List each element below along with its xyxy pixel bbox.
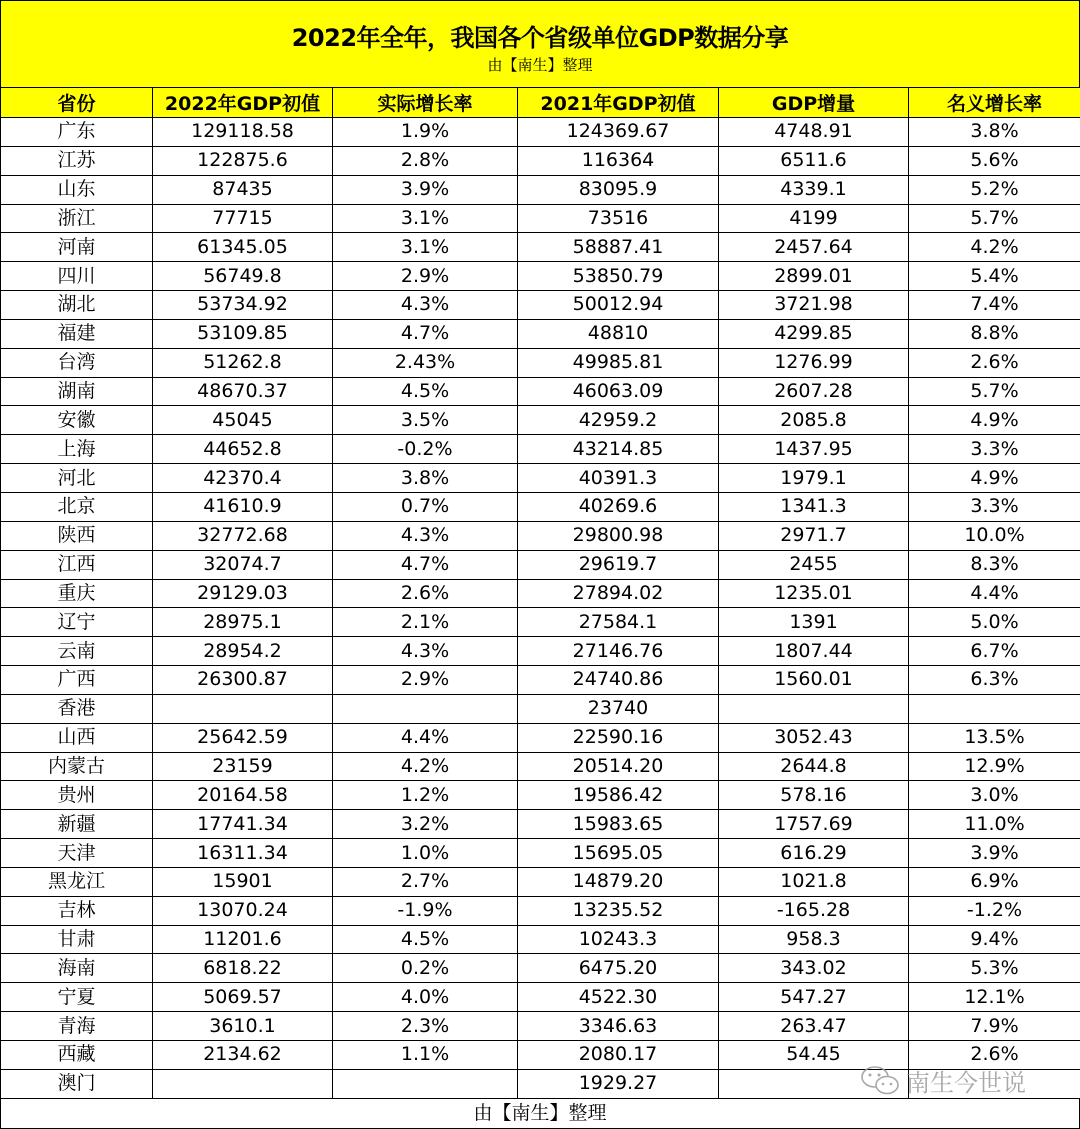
table-row bbox=[1, 204, 1080, 233]
cell-gdp-2021: 2080.17 bbox=[518, 1041, 719, 1070]
cell-nominal-growth: 12.1% bbox=[909, 983, 1080, 1012]
cell-gdp-2021: 27894.02 bbox=[518, 579, 719, 608]
cell-gdp-increase: 54.45 bbox=[719, 1041, 909, 1070]
cell-nominal-growth: 6.7% bbox=[909, 637, 1080, 666]
watermark bbox=[860, 1063, 1026, 1098]
cell-gdp-2021: 14879.20 bbox=[518, 867, 719, 896]
cell-gdp-2021: 40269.6 bbox=[518, 492, 719, 521]
watermark-text: 南生今世说 bbox=[906, 1069, 1026, 1097]
cell-gdp-2021: 58887.41 bbox=[518, 233, 719, 262]
table-row bbox=[1, 291, 1080, 320]
cell-gdp-2022: 41610.9 bbox=[153, 492, 333, 521]
cell-gdp-increase: 1276.99 bbox=[719, 348, 909, 377]
cell-province: 江西 bbox=[1, 550, 153, 579]
cell-real-growth: 2.3% bbox=[333, 1012, 518, 1041]
cell-real-growth: 4.5% bbox=[333, 925, 518, 954]
gdp-table bbox=[0, 87, 1080, 1099]
cell-real-growth bbox=[333, 694, 518, 723]
cell-nominal-growth: 4.4% bbox=[909, 579, 1080, 608]
cell-gdp-increase: 578.16 bbox=[719, 781, 909, 810]
cell-province: 澳门 bbox=[1, 1069, 153, 1098]
cell-gdp-increase: 2457.64 bbox=[719, 233, 909, 262]
cell-real-growth: 3.5% bbox=[333, 406, 518, 435]
cell-real-growth: 2.1% bbox=[333, 608, 518, 637]
cell-gdp-increase: 6511.6 bbox=[719, 146, 909, 175]
cell-province: 广东 bbox=[1, 118, 153, 147]
cell-gdp-2021: 46063.09 bbox=[518, 377, 719, 406]
page-subtitle: 由【南生】整理 bbox=[487, 56, 593, 74]
table-row bbox=[1, 464, 1080, 493]
cell-province: 甘肃 bbox=[1, 925, 153, 954]
cell-nominal-growth: 10.0% bbox=[909, 521, 1080, 550]
cell-gdp-2022: 28954.2 bbox=[153, 637, 333, 666]
cell-real-growth: 0.7% bbox=[333, 492, 518, 521]
table-row bbox=[1, 810, 1080, 839]
cell-gdp-2021: 83095.9 bbox=[518, 175, 719, 204]
cell-real-growth: 4.3% bbox=[333, 291, 518, 320]
cell-gdp-increase: 4199 bbox=[719, 204, 909, 233]
cell-province: 新疆 bbox=[1, 810, 153, 839]
cell-province: 天津 bbox=[1, 839, 153, 868]
cell-gdp-2021: 4522.30 bbox=[518, 983, 719, 1012]
cell-gdp-2022: 53734.92 bbox=[153, 291, 333, 320]
cell-province: 湖北 bbox=[1, 291, 153, 320]
cell-province: 河南 bbox=[1, 233, 153, 262]
cell-province: 吉林 bbox=[1, 896, 153, 925]
cell-real-growth: 1.9% bbox=[333, 118, 518, 147]
cell-real-growth: 4.4% bbox=[333, 723, 518, 752]
cell-gdp-2022: 2134.62 bbox=[153, 1041, 333, 1070]
cell-real-growth: 2.6% bbox=[333, 579, 518, 608]
cell-gdp-2021: 73516 bbox=[518, 204, 719, 233]
cell-gdp-2022: 56749.8 bbox=[153, 262, 333, 291]
column-header-gdp-2022: 2022年GDP初值 bbox=[153, 88, 333, 118]
cell-real-growth: 2.9% bbox=[333, 262, 518, 291]
cell-gdp-increase: 343.02 bbox=[719, 954, 909, 983]
cell-gdp-2022: 6818.22 bbox=[153, 954, 333, 983]
cell-nominal-growth: 5.6% bbox=[909, 146, 1080, 175]
cell-gdp-2021: 29619.7 bbox=[518, 550, 719, 579]
cell-real-growth: 4.2% bbox=[333, 752, 518, 781]
cell-gdp-increase bbox=[719, 694, 909, 723]
cell-gdp-increase: 2971.7 bbox=[719, 521, 909, 550]
cell-gdp-increase: 1341.3 bbox=[719, 492, 909, 521]
cell-gdp-2022: 26300.87 bbox=[153, 666, 333, 695]
cell-gdp-2022: 45045 bbox=[153, 406, 333, 435]
cell-gdp-increase: 2455 bbox=[719, 550, 909, 579]
table-row bbox=[1, 262, 1080, 291]
cell-gdp-2022: 129118.58 bbox=[153, 118, 333, 147]
cell-real-growth: 1.2% bbox=[333, 781, 518, 810]
cell-province: 江苏 bbox=[1, 146, 153, 175]
cell-gdp-2021: 24740.86 bbox=[518, 666, 719, 695]
cell-gdp-2022: 16311.34 bbox=[153, 839, 333, 868]
cell-nominal-growth: 3.3% bbox=[909, 492, 1080, 521]
table-header-row bbox=[1, 88, 1080, 118]
cell-gdp-2021: 15983.65 bbox=[518, 810, 719, 839]
cell-real-growth: 3.8% bbox=[333, 464, 518, 493]
cell-province: 上海 bbox=[1, 435, 153, 464]
cell-real-growth: 4.5% bbox=[333, 377, 518, 406]
cell-gdp-2022: 13070.24 bbox=[153, 896, 333, 925]
cell-nominal-growth: 8.3% bbox=[909, 550, 1080, 579]
cell-nominal-growth: 8.8% bbox=[909, 319, 1080, 348]
cell-nominal-growth: 3.0% bbox=[909, 781, 1080, 810]
page-title: 2022年全年，我国各个省级单位GDP数据分享 bbox=[291, 24, 789, 52]
cell-gdp-2021: 48810 bbox=[518, 319, 719, 348]
cell-gdp-2021: 3346.63 bbox=[518, 1012, 719, 1041]
cell-province: 山西 bbox=[1, 723, 153, 752]
cell-gdp-2022: 51262.8 bbox=[153, 348, 333, 377]
cell-real-growth: 3.1% bbox=[333, 204, 518, 233]
table-row bbox=[1, 867, 1080, 896]
table-row bbox=[1, 521, 1080, 550]
cell-gdp-2021: 124369.67 bbox=[518, 118, 719, 147]
cell-gdp-2022: 42370.4 bbox=[153, 464, 333, 493]
cell-gdp-increase: 4339.1 bbox=[719, 175, 909, 204]
cell-gdp-2022: 32074.7 bbox=[153, 550, 333, 579]
cell-province: 福建 bbox=[1, 319, 153, 348]
cell-nominal-growth: 6.9% bbox=[909, 867, 1080, 896]
cell-gdp-increase: 3721.98 bbox=[719, 291, 909, 320]
cell-gdp-2021: 1929.27 bbox=[518, 1069, 719, 1098]
cell-gdp-increase: 547.27 bbox=[719, 983, 909, 1012]
cell-province: 重庆 bbox=[1, 579, 153, 608]
cell-gdp-2022: 17741.34 bbox=[153, 810, 333, 839]
cell-gdp-2021: 6475.20 bbox=[518, 954, 719, 983]
cell-province: 湖南 bbox=[1, 377, 153, 406]
cell-nominal-growth: 2.6% bbox=[909, 1041, 1080, 1070]
cell-gdp-2022: 28975.1 bbox=[153, 608, 333, 637]
cell-nominal-growth: 4.9% bbox=[909, 406, 1080, 435]
cell-gdp-2022: 48670.37 bbox=[153, 377, 333, 406]
column-header-province: 省份 bbox=[1, 88, 153, 118]
cell-gdp-increase: 1391 bbox=[719, 608, 909, 637]
cell-province: 宁夏 bbox=[1, 983, 153, 1012]
cell-nominal-growth: 5.7% bbox=[909, 377, 1080, 406]
cell-gdp-increase: 1979.1 bbox=[719, 464, 909, 493]
cell-province: 香港 bbox=[1, 694, 153, 723]
cell-gdp-2021: 116364 bbox=[518, 146, 719, 175]
cell-province: 贵州 bbox=[1, 781, 153, 810]
table-row bbox=[1, 492, 1080, 521]
table-row bbox=[1, 781, 1080, 810]
cell-gdp-2022: 61345.05 bbox=[153, 233, 333, 262]
cell-gdp-increase: 2899.01 bbox=[719, 262, 909, 291]
cell-province: 青海 bbox=[1, 1012, 153, 1041]
column-header-nominal-growth: 名义增长率 bbox=[909, 88, 1080, 118]
column-header-gdp-2021: 2021年GDP初值 bbox=[518, 88, 719, 118]
table-row bbox=[1, 118, 1080, 147]
table-row bbox=[1, 550, 1080, 579]
cell-gdp-2021: 40391.3 bbox=[518, 464, 719, 493]
cell-gdp-increase: 4748.91 bbox=[719, 118, 909, 147]
cell-gdp-increase: 1560.01 bbox=[719, 666, 909, 695]
cell-province: 浙江 bbox=[1, 204, 153, 233]
table-row bbox=[1, 579, 1080, 608]
cell-gdp-2021: 49985.81 bbox=[518, 348, 719, 377]
cell-nominal-growth: 5.3% bbox=[909, 954, 1080, 983]
cell-gdp-2022: 44652.8 bbox=[153, 435, 333, 464]
table-footer: 由【南生】整理 bbox=[0, 1099, 1080, 1129]
table-row bbox=[1, 175, 1080, 204]
cell-gdp-2021: 22590.16 bbox=[518, 723, 719, 752]
cell-province: 内蒙古 bbox=[1, 752, 153, 781]
cell-gdp-2021: 53850.79 bbox=[518, 262, 719, 291]
cell-gdp-increase: 1807.44 bbox=[719, 637, 909, 666]
cell-gdp-2022: 29129.03 bbox=[153, 579, 333, 608]
table-row bbox=[1, 954, 1080, 983]
cell-gdp-2022: 32772.68 bbox=[153, 521, 333, 550]
table-row bbox=[1, 146, 1080, 175]
table-row bbox=[1, 406, 1080, 435]
cell-real-growth: 2.7% bbox=[333, 867, 518, 896]
cell-gdp-2022 bbox=[153, 1069, 333, 1098]
cell-real-growth bbox=[333, 1069, 518, 1098]
cell-province: 台湾 bbox=[1, 348, 153, 377]
cell-nominal-growth: 9.4% bbox=[909, 925, 1080, 954]
cell-real-growth: 1.1% bbox=[333, 1041, 518, 1070]
cell-real-growth: 4.7% bbox=[333, 550, 518, 579]
cell-province: 云南 bbox=[1, 637, 153, 666]
table-row bbox=[1, 435, 1080, 464]
cell-nominal-growth: 7.9% bbox=[909, 1012, 1080, 1041]
cell-gdp-increase: 2644.8 bbox=[719, 752, 909, 781]
cell-gdp-2022: 87435 bbox=[153, 175, 333, 204]
cell-province: 西藏 bbox=[1, 1041, 153, 1070]
table-row bbox=[1, 608, 1080, 637]
table-row bbox=[1, 694, 1080, 723]
table-row bbox=[1, 752, 1080, 781]
cell-gdp-2022: 15901 bbox=[153, 867, 333, 896]
cell-province: 山东 bbox=[1, 175, 153, 204]
wechat-icon bbox=[860, 1064, 902, 1098]
cell-nominal-growth: -1.2% bbox=[909, 896, 1080, 925]
title-banner bbox=[0, 0, 1080, 87]
cell-gdp-2021: 27146.76 bbox=[518, 637, 719, 666]
cell-real-growth: -1.9% bbox=[333, 896, 518, 925]
cell-gdp-2021: 23740 bbox=[518, 694, 719, 723]
cell-real-growth: -0.2% bbox=[333, 435, 518, 464]
cell-province: 黑龙江 bbox=[1, 867, 153, 896]
cell-nominal-growth: 5.0% bbox=[909, 608, 1080, 637]
cell-gdp-increase: 616.29 bbox=[719, 839, 909, 868]
cell-province: 四川 bbox=[1, 262, 153, 291]
cell-gdp-2022: 122875.6 bbox=[153, 146, 333, 175]
cell-province: 北京 bbox=[1, 492, 153, 521]
cell-nominal-growth: 2.6% bbox=[909, 348, 1080, 377]
cell-real-growth: 1.0% bbox=[333, 839, 518, 868]
cell-nominal-growth: 3.9% bbox=[909, 839, 1080, 868]
cell-gdp-increase: 1437.95 bbox=[719, 435, 909, 464]
cell-province: 河北 bbox=[1, 464, 153, 493]
cell-nominal-growth: 5.4% bbox=[909, 262, 1080, 291]
cell-gdp-2021: 29800.98 bbox=[518, 521, 719, 550]
table-row bbox=[1, 377, 1080, 406]
table-row bbox=[1, 839, 1080, 868]
cell-province: 安徽 bbox=[1, 406, 153, 435]
cell-gdp-2021: 10243.3 bbox=[518, 925, 719, 954]
cell-gdp-increase: 1757.69 bbox=[719, 810, 909, 839]
cell-province: 辽宁 bbox=[1, 608, 153, 637]
cell-real-growth: 3.9% bbox=[333, 175, 518, 204]
cell-gdp-2021: 19586.42 bbox=[518, 781, 719, 810]
cell-real-growth: 3.2% bbox=[333, 810, 518, 839]
table-row bbox=[1, 637, 1080, 666]
cell-province: 陕西 bbox=[1, 521, 153, 550]
cell-gdp-increase: 2607.28 bbox=[719, 377, 909, 406]
cell-nominal-growth: 6.3% bbox=[909, 666, 1080, 695]
cell-nominal-growth bbox=[909, 694, 1080, 723]
cell-gdp-increase: 1021.8 bbox=[719, 867, 909, 896]
cell-real-growth: 2.43% bbox=[333, 348, 518, 377]
cell-gdp-2021: 13235.52 bbox=[518, 896, 719, 925]
cell-real-growth: 4.3% bbox=[333, 637, 518, 666]
cell-gdp-increase: 3052.43 bbox=[719, 723, 909, 752]
cell-real-growth: 3.1% bbox=[333, 233, 518, 262]
table-row bbox=[1, 233, 1080, 262]
cell-gdp-2021: 42959.2 bbox=[518, 406, 719, 435]
cell-gdp-2022: 23159 bbox=[153, 752, 333, 781]
cell-gdp-2022: 5069.57 bbox=[153, 983, 333, 1012]
cell-nominal-growth: 12.9% bbox=[909, 752, 1080, 781]
cell-real-growth: 2.9% bbox=[333, 666, 518, 695]
cell-gdp-2022: 11201.6 bbox=[153, 925, 333, 954]
column-header-gdp-increase: GDP增量 bbox=[719, 88, 909, 118]
cell-gdp-increase: 2085.8 bbox=[719, 406, 909, 435]
cell-nominal-growth: 4.2% bbox=[909, 233, 1080, 262]
cell-real-growth: 0.2% bbox=[333, 954, 518, 983]
cell-gdp-2022 bbox=[153, 694, 333, 723]
cell-province: 海南 bbox=[1, 954, 153, 983]
table-row bbox=[1, 1012, 1080, 1041]
cell-gdp-2022: 3610.1 bbox=[153, 1012, 333, 1041]
cell-gdp-increase: 958.3 bbox=[719, 925, 909, 954]
cell-real-growth: 4.7% bbox=[333, 319, 518, 348]
cell-gdp-increase: 263.47 bbox=[719, 1012, 909, 1041]
cell-gdp-2021: 20514.20 bbox=[518, 752, 719, 781]
cell-gdp-2021: 50012.94 bbox=[518, 291, 719, 320]
table-row bbox=[1, 983, 1080, 1012]
cell-nominal-growth: 5.2% bbox=[909, 175, 1080, 204]
cell-gdp-2022: 77715 bbox=[153, 204, 333, 233]
cell-gdp-2021: 43214.85 bbox=[518, 435, 719, 464]
cell-gdp-increase: 4299.85 bbox=[719, 319, 909, 348]
table-row bbox=[1, 723, 1080, 752]
cell-nominal-growth: 13.5% bbox=[909, 723, 1080, 752]
table-row bbox=[1, 666, 1080, 695]
cell-nominal-growth: 5.7% bbox=[909, 204, 1080, 233]
cell-real-growth: 4.0% bbox=[333, 983, 518, 1012]
cell-nominal-growth: 3.8% bbox=[909, 118, 1080, 147]
cell-gdp-2022: 20164.58 bbox=[153, 781, 333, 810]
table-row bbox=[1, 896, 1080, 925]
table-body bbox=[1, 118, 1080, 1099]
cell-real-growth: 2.8% bbox=[333, 146, 518, 175]
cell-nominal-growth: 11.0% bbox=[909, 810, 1080, 839]
column-header-real-growth: 实际增长率 bbox=[333, 88, 518, 118]
table-row bbox=[1, 925, 1080, 954]
cell-gdp-increase: -165.28 bbox=[719, 896, 909, 925]
cell-gdp-2022: 25642.59 bbox=[153, 723, 333, 752]
cell-province: 广西 bbox=[1, 666, 153, 695]
cell-nominal-growth: 4.9% bbox=[909, 464, 1080, 493]
cell-gdp-2021: 27584.1 bbox=[518, 608, 719, 637]
cell-nominal-growth: 7.4% bbox=[909, 291, 1080, 320]
cell-gdp-2022: 53109.85 bbox=[153, 319, 333, 348]
cell-nominal-growth: 3.3% bbox=[909, 435, 1080, 464]
table-row bbox=[1, 319, 1080, 348]
cell-real-growth: 4.3% bbox=[333, 521, 518, 550]
table-row bbox=[1, 348, 1080, 377]
cell-gdp-increase: 1235.01 bbox=[719, 579, 909, 608]
cell-gdp-2021: 15695.05 bbox=[518, 839, 719, 868]
